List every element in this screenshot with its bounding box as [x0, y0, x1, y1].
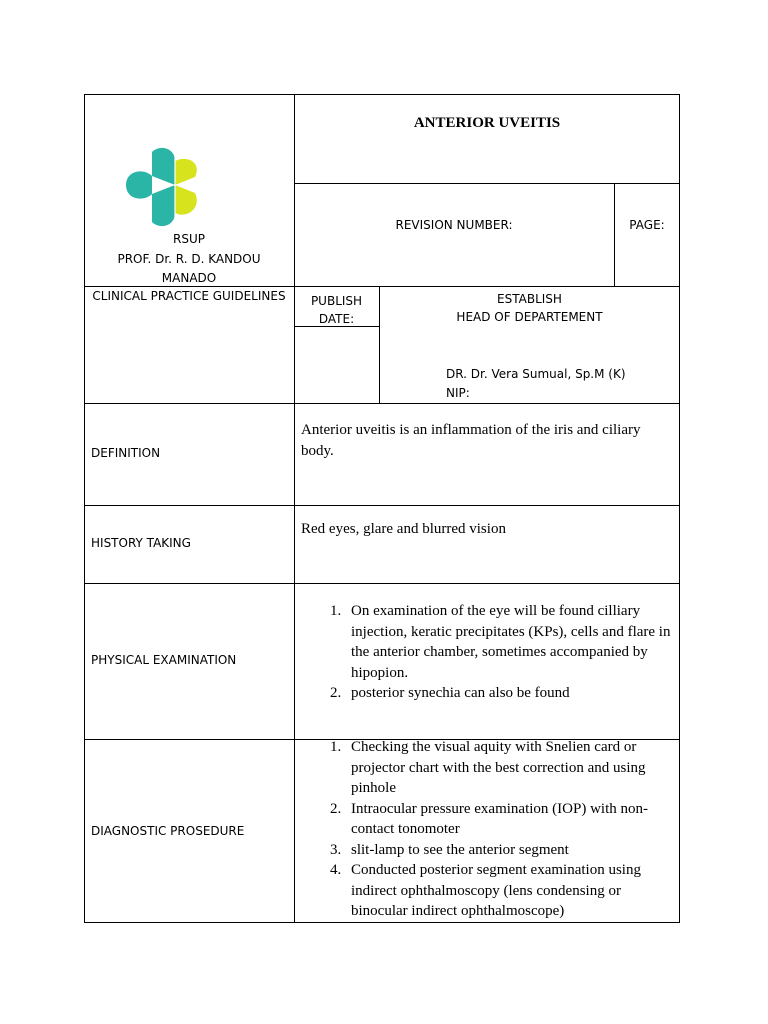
physical-examination-list [301, 601, 671, 704]
divider [84, 403, 680, 404]
divider [294, 183, 680, 184]
history-taking-label: HISTORY TAKING [91, 536, 191, 550]
hospital-line-2: PROF. Dr. R. D. KANDOU [117, 251, 261, 266]
publish-label-line-2: DATE: [318, 312, 355, 326]
revision-number-label: REVISION NUMBER: [395, 218, 513, 232]
logo-teal-bottom [152, 185, 175, 226]
divider [84, 505, 680, 506]
hospital-line-1: RSUP [173, 232, 205, 246]
establish-line-1: ESTABLISH [497, 292, 562, 306]
list-item: 4. Conducted posterior segment examination using indirect ophthalmoscopy (lens condensing or binocular indirect ophthalmoscope) [345, 860, 661, 922]
publish-label-line-1: PUBLISH [310, 294, 363, 308]
hospital-logo [122, 144, 202, 230]
list-item: 1. Checking the visual aquity with Snelien card or projector chart with the best correction and using pinhole [345, 737, 661, 799]
definition-text: Anterior uveitis is an inflammation of the iris and ciliary body. [301, 422, 641, 459]
list-item: 2. posterior synechia can also be found [345, 683, 671, 704]
logo-teal-top [152, 148, 175, 185]
diagnostic-procedure-list [301, 737, 661, 922]
guidelines-label: CLINICAL PRACTICE GUIDELINES [92, 289, 286, 303]
list-item: 3. slit-lamp to see the anterior segment [345, 840, 661, 861]
list-item: 1. On examination of the eye will be found cilliary injection, keratic precipitates (KPs), cells and flare in the anterior chamber, sometimes accompanied by hipopion. [345, 601, 671, 683]
hospital-name [84, 230, 294, 289]
doctor-name: DR. Dr. Vera Sumual, Sp.M (K) [446, 367, 626, 381]
divider [614, 183, 615, 286]
definition-label: DEFINITION [91, 446, 161, 460]
history-taking-text: Red eyes, glare and blurred vision [301, 521, 506, 537]
diagnostic-procedure-label: DIAGNOSTIC PROSEDURE [91, 824, 245, 838]
hospital-line-3: MANADO [161, 271, 217, 285]
nip-label: NIP: [446, 386, 470, 400]
logo-lime-top [175, 159, 197, 185]
logo-teal-left [126, 171, 152, 198]
physical-examination-label: PHYSICAL EXAMINATION [91, 653, 237, 667]
publish-date-label [294, 292, 379, 328]
divider [84, 583, 680, 584]
page-label: PAGE: [629, 218, 665, 232]
document-title: ANTERIOR UVEITIS [413, 115, 561, 131]
logo-lime-bottom [175, 185, 197, 215]
list-item: 2. Intraocular pressure examination (IOP) with non-contact tonomoter [345, 799, 661, 840]
establish-label [379, 290, 680, 326]
establish-line-2: HEAD OF DEPARTEMENT [456, 310, 603, 324]
